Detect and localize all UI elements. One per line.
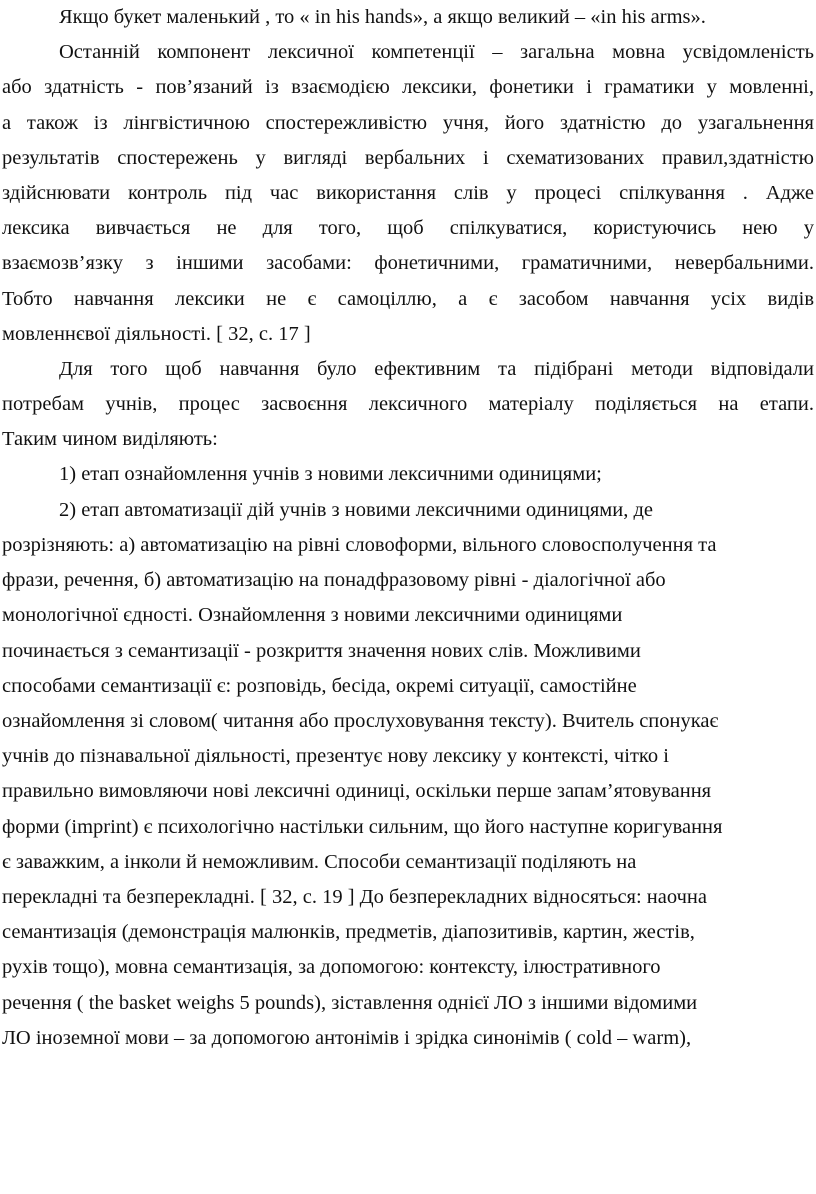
- text-line: семантизація (демонстрація малюнків, предметів, діапозитивів, картин, жестів,: [2, 921, 695, 944]
- text-line: 1) етап ознайомлення учнів з новими лексичними одиницями;: [59, 463, 602, 486]
- text-line: взаємозв’язку з іншими засобами: фонетичними, граматичними, невербальними.: [2, 252, 814, 275]
- paragraph-language-awareness: [2, 35, 814, 352]
- text-line: є заважким, а інколи й неможливим. Способи семантизації поділяють на: [2, 850, 637, 873]
- text-line: форми (imprint) є психологічно настільки сильним, що його наступне коригування: [2, 815, 723, 838]
- paragraph-stages-intro: [2, 352, 814, 458]
- text-line: починається з семантизації - розкриття значення нових слів. Можливими: [2, 639, 641, 662]
- text-line: перекладні та безперекладні. [ 32, с. 19 ] До безперекладних відносяться: наочна: [2, 885, 707, 908]
- text-line: ЛО іноземної мови – за допомогою антонімів і зрідка синонімів ( cold – warm),: [2, 1026, 692, 1049]
- text-line: розрізняють: а) автоматизацію на рівні словоформи, вільного словосполучення та: [2, 533, 717, 556]
- text-line: Якщо букет маленький , то « in his hands», а якщо великий – «in his arms».: [59, 6, 706, 28]
- text-line: Тобто навчання лексики не є самоціллю, а є засобом навчання усіх видів: [2, 287, 814, 310]
- list-item-stage-2: [2, 493, 814, 1056]
- text-line: ознайомлення зі словом( читання або прослуховування тексту). Вчитель спонукає: [2, 709, 719, 732]
- text-line: фрази, речення, б) автоматизацію на понадфразовому рівні - діалогічної або: [2, 569, 666, 592]
- text-line: результатів спостережень у вигляді вербальних і схематизованих правил,здатністю: [2, 146, 814, 169]
- text-line: Таким чином виділяють:: [2, 428, 218, 451]
- text-line: речення ( the basket weighs 5 pounds), зіставлення однієї ЛО з іншими відомими: [2, 991, 698, 1014]
- text-line: способами семантизації є: розповідь, бесіда, окремі ситуації, самостійне: [2, 674, 637, 697]
- text-line: правильно вимовляючи нові лексичні одиниці, оскільки перше запам’ятовування: [2, 780, 712, 803]
- paragraph-bouquet: [2, 0, 814, 35]
- text-line: учнів до пізнавальної діяльності, презентує нову лексику у контексті, чітко і: [2, 745, 669, 768]
- text-line: Для того щоб навчання було ефективним та підібрані методи відповідали: [59, 357, 814, 380]
- text-line: лексика вивчається не для того, щоб спілкуватися, користуючись нею у: [2, 217, 814, 240]
- list-item-stage-1: [2, 457, 814, 492]
- text-line: або здатність - пов’язаний із взаємодією лексики, фонетики і граматики у мовленні,: [2, 76, 814, 99]
- text-line: а також із лінгвістичною спостережливістю учня, його здатністю до узагальнення: [2, 111, 814, 134]
- text-line: рухів тощо), мовна семантизація, за допомогою: контексту, ілюстративного: [2, 956, 661, 979]
- text-line: мовленнєвої діяльності. [ 32, с. 17 ]: [2, 322, 311, 345]
- text-line: монологічної єдності. Ознайомлення з новими лексичними одиницями: [2, 604, 623, 627]
- text-line: здійснювати контроль під час використання слів у процесі спілкування . Адже: [2, 181, 814, 204]
- text-line: Останній компонент лексичної компетенції – загальна мовна усвідомленість: [59, 41, 814, 64]
- text-line: 2) етап автоматизації дій учнів з новими лексичними одиницями, де: [59, 498, 653, 521]
- text-line: потребам учнів, процес засвоєння лексичного матеріалу поділяється на етапи.: [2, 393, 814, 416]
